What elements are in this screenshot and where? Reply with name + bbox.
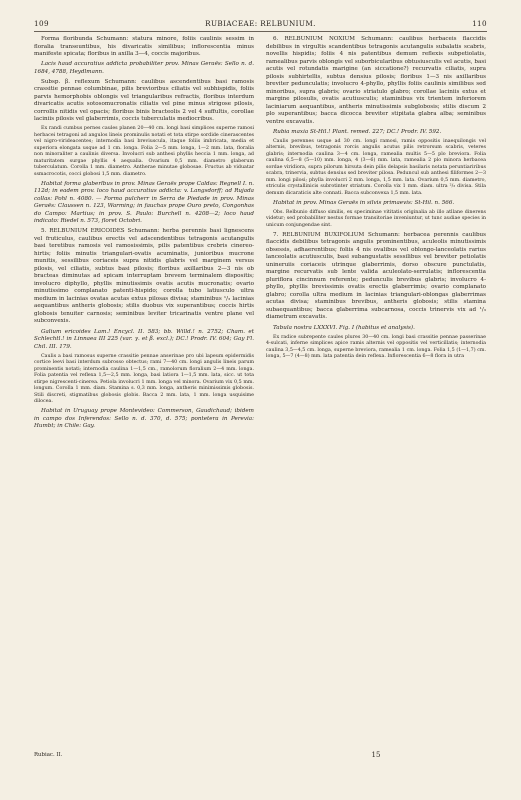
citation: Rubia maxia St-Hil.! Plant. remed. 227; DC.! Prodr. IV. 592. bbox=[273, 128, 442, 135]
citation: Tabula nostra LXXXVI. Fig. I (habitus et analysis). bbox=[273, 324, 415, 331]
paragraph: Forma floribunda Schumann: statura minore, foliis caulinis sessim in floralia transeuntibus, his divaricatis similibus; inflorescentia minus manifeste spicata; floribus in axilla 3—4, coccis majoribus. bbox=[34, 36, 254, 57]
species-entry: 5. RELBUNIUM ERICOIDES Schumann: herba perennis basi lignescens vel fruticulus, caulibus erectis vel adscendentibus tetragonis acutangulis basi teretibus ramosis vel ramosissimis, pilis patentibus crebris cinereo-hirtis; foliis minutis triangulari-ovatis acuminatis, junioribus mucrone munitis, sessilibus coriaceis supra nitidis glabris vel marginem versus pilosis, vel ciliatis, subtus basi pilosis; floribus axillaribus 2—3 nis ob bracteas diminutas ad spicam interruptam brevem terminalem dispositis; involucro diphyllo, phyllis minutissimis ovatis acutis mucronatis; ovario minutissimo complanato patenti-hispido; corolla tubo latiusculo ultra medium in lacinias ovatas acutas extus pilosas divisa; staminibus ¹/₃ lacinias aequantibus antheris globosis; stilis duobus vix superantibus; coccis hirtis globosis tenuiter carnosis; seminibus leviter tricarinatis ventre plane vel subconvexis. bbox=[34, 228, 254, 325]
description-small: Ex randi cumbus pernes caules planen 20—40 cm. longi basi simplices superne ramosi herbacei tetragoni ad angulos lineis prominulis notati et tota stirpe sordide cinerascentes vel nigro-virideacentes; internodia basi breviuscula, itaque foliis imbricata, media et superiora elongata usque ad 1 cm. longa. Folia 2—5 mm. longa, 1—2 mm. lata, floralia non minoraliter a caulinis diversa. Involucri sub anthesi phyllis heccia 1 mm. longa, ad maturitatem surgae phyllis 4 aequalia. Ovarium 0,5 mm. diametro glaberum tuberculatum. Corolla 1 mm. diametro. Antherae minutae globosae. Fructus ab viduatar ssmacrocotis, cocci globosi 1,5 mm. diametro. bbox=[34, 126, 254, 177]
left-column bbox=[34, 36, 254, 433]
citation: Habitat in Uruguay prope Montevideo: Commerson, Gaudichaud; ibidem in campo dos Inferendos: Sello n. d. 370, d. 575; pontetera in Perevia: Humbt; in Chile: Gay. bbox=[34, 408, 254, 430]
citation: Habitat in prov. Minas Geraës in silvis primaevis: St-Hil. n. 566. bbox=[273, 199, 455, 206]
description-small: Caulis perennes usque ad 30 cm. longi ramosi, ramis oppositis inaequilongis vel alternis, brevibus, tetragonis rorcis angulis acutus pilis retrorsum scabris, veteres glabris; internodia caulina 3—4 cm. longa, ramealia multis 5—5 plo breviora. Folia caulina 6,5—8 (5—10) mm. longa, 4 (3—6) mm. lata, ramealia 2 plo minora herbacea sordae viridiora, supra pilorum hirsuta dein pilis delapsis basilaris notata peruntiariribus scabra, trinervia, subtus densius sed breviter pilosa. Peduncul sub anthesi filiformes 2—3 mm. longi pilosi; phylla involucri 2 mm. longa, 1,5 mm. lata. Ovarium 0,5 mm. diametro, striculis crystallinicis subrotinter striatum. Corolla vix 1 mm. diam. ultra ²/₃ divisa. Stila demum dicaraticis alte connati. Bacca subconvexa 1,5 mm. lata. bbox=[266, 138, 486, 196]
species-entry: 7. RELBUNIUM BUXIFOLIUM Schumann: herbacea perennis caulibus flaccidis debilibus tetragonis angulis prominentibus, aculeolis minutissimis obsessis, adhaerentibus; foliis 4 nis ovalibus vel oblongo-lanceolatis rarius lanceolatis acutiusculis, basi subangustatis sessilibus vel breviter petiolatis unineruiis coriaceis utrinque glaberrimis, dorso obscure punctulatis, margine recurvatis sub lente valida aculeolato-serrulatis; inflorescentia pluriflora cincinnum referente; pedunculis brevibus glabris; involucro 4-phyllo, phyllis brevissimis ovatis erectis glaberrimis; ovario complanato glabro; corolla ultra medium in lacinias triangulari-oblongas glaberrimas acutas divisa; staminibus brevibus, antheris globosis; stilis stamina subaequantibus; bacca glaberrima subcarnosa, coccis trinervis vix ad ¹/₃ diametrum excavatis. bbox=[266, 231, 486, 321]
description-small: Ex radice subrepente caules plures 30—40 cm. longi basi crassitie pennae passerinae 4-sulcati, inferne simplices apice ramis alternis vel oppositis vel verticillatis; internodia caulina 3,5—4,5 cm. longa, superne breviora, ramealia 1 cm. longa. Folia 1,5 (1—1,7) cm. longa, 5—7 (4—8) mm. lata patentia dein reflexa. Inflorescentia 6—8 flora in utra bbox=[266, 334, 486, 360]
header-rule bbox=[34, 31, 487, 32]
page-number-left: 109 bbox=[34, 19, 49, 28]
citation: Galium ericoides Lam.! Encycl. II. 583; bb. Willd.! n. 2752; Cham. et Schlechtl.! in Linnaea III 225 (var. γ. et β. excl.); DC.! Prodr. IV. 604; Gay Fl. Chil. III. 179. bbox=[34, 328, 254, 350]
running-title: RUBIACEAE: RELBUNIUM. bbox=[205, 19, 316, 28]
sheet-number: 15 bbox=[371, 751, 381, 759]
signature-mark: Rubiac. II. bbox=[34, 752, 63, 758]
right-column bbox=[266, 36, 486, 363]
running-header bbox=[34, 19, 487, 31]
citation: Habitat forma glaberlbus in prov. Minas Geraës prope Caldas: Regnell I. n. 112d; in eadem prov. loco haud accuratius addicta: v. Langsdorff; ad Rujada collas: Pohl n. 4080. — Forma pulcherr in Serra de Piedade in prov. Minas Geraës: Claussen n. 123, Warming; in fauchas prope Ouro preto, Congonhas do Campo: Martius; in prov. S. Paulo: Burchell n. 4208—2; loco haud indicato: Riedel n. 573, floret Octobri. bbox=[34, 180, 254, 225]
description-small: Obs. Relbunio diffuso similis, ex speciminae vititatis originalia ab illo atllane dinerens videtur; sed probabiliter nestus formae transitoriae inveniuntur, ut tunc audiae species in unicum conjungendae sint. bbox=[266, 209, 486, 228]
paragraph: Subsp. β. reflexum Schumann: caulibus ascendentibus basi ramosis crassitie pennae columbinae, pilis brevioribus ciliatis vel subhispidis, foliis parvis hemorphobis oblongis vel triangularibus refractis, floribus interdum divaricatis acutis sotosomucronatis ciliatis vel pine minus strigose pilosis, corrollis nitidis vel opacis; floribus binis bracteolis 2 vel 4 suffultis, corollae laciniis pilosis vel glaberrimis, coccis tuberculatis mediocribus. bbox=[34, 78, 254, 123]
description-small: Caulis a basi ramosus superne crassitie pennae anserinae pro ubi lapeum epidermidis cortice leevi basi interdum subrosso obtectus; rami 7—40 cm. longi angulis lineis parum prominentis notati; internodia caulina 1—1,5 cm., ramolorum floralium 2—4 mm. longa. Folia patentia vel reflexa 1,5—2,5 mm. longa, basi latiora 1—1,5 mm. lata, sicc. ut tota stirpe nigrescenti-cinerea. Petiola involucri 1 mm. longa vel minora. Ovarium vix 0,5 mm. longum. Corolla 1 mm. diam. Stamina s. 0,3 mm. longa, antheris minimissimis globosis. Stili discreti, stigmatibus globosis globis. Bacca 2 mm. lata, 1 mm. longa usquisime dilocea. bbox=[34, 353, 254, 405]
citation: Lacis haud accuratius addicta probabiliter prov. Minas Geraës: Sello n. d. 1684, 4788, Heydlmann. bbox=[34, 61, 254, 75]
species-entry: 6. RELBUNIUM NOXIUM Schumann: caulibus herbaceis flaccidis debilibus in virgultis scandentibus tetragonis acutangulis subalatis scabris, novellis hispidis; foliis 4 nis patentibus demum reflexis subpetiolatis, ramealibus parvis oblongis vel suborbicularibus obtusiusculis vel acutis, basi acutis vel rotundatis marigine (an siccatione?) recurvatis ciliatis, supra pilosis subhirtellis, subtus densius pilosis; floribus 1—3 nis axillaribus breviter pedunculatis; involucro 4-phyllo, phyllis foliis caulinis similibus sed minoribus, supra glabris; ovario striatulo glabro; corollae laciniis extus et margine pilosulis, ovatis acutiusculis; staminibus vix trientem inferiorem laciniarum aequantibus, antheris minutissimis subglobosis; stilis discum 2 plo superantibus; bacca dicocca breviter stipitata glabra alba; seminibus ventre excavatis. bbox=[266, 36, 486, 125]
page-number-right: 110 bbox=[472, 19, 487, 28]
